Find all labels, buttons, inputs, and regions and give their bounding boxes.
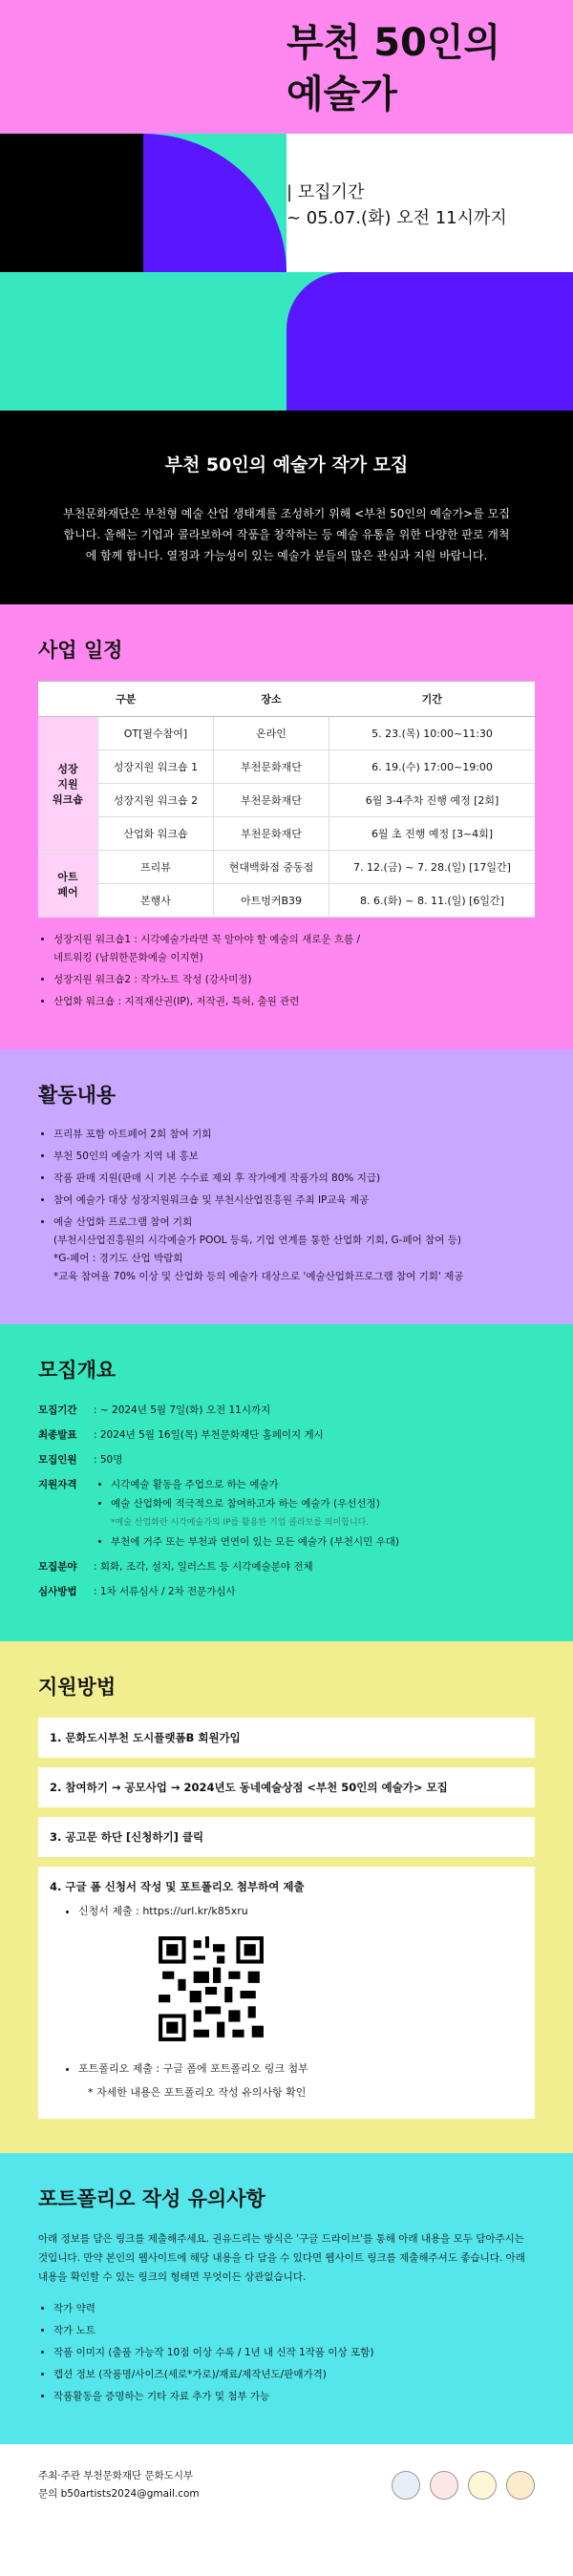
cell: 온라인 bbox=[213, 717, 329, 750]
header-place: 장소 bbox=[213, 682, 329, 717]
table-row bbox=[38, 884, 535, 918]
list-item: • 예술 산업화 프로그램 참여 기회 (부천시산업진흥원의 시각예술가 POOL 등록, 기업 연계를 통한 산업화 기회, G-페어 참여 등) *G-페어 : 경기도 산업 박람회 *교육 참여율 70% 이상 및 산업화 등의 예술가 대상으로 '예술산업화프로그램 참여 기회' 제공 bbox=[53, 1214, 535, 1286]
ministry-logo-icon bbox=[392, 2471, 420, 2500]
cell: 6월 초 진행 예정 [3~4회] bbox=[329, 817, 535, 851]
foundation-logo-icon bbox=[430, 2471, 458, 2500]
intro-body: 부천문화재단은 부천형 예술 산업 생태계를 조성하기 위해 <부천 50인의 예술가>를 모집합니다. 올해는 기업과 콜라보하여 작품을 창작하는 등 예술 유통을 위한 다양한 판로 개척에 함께 합니다. 열정과 가능성이 있는 예술가 분들의 많은 관심과 지원 바랍니다. bbox=[63, 507, 510, 562]
table-row bbox=[38, 817, 535, 851]
cell: 성장지원 워크숍 1 bbox=[98, 750, 214, 784]
overview-row: 모집분야 : 회화, 조각, 설치, 일러스트 등 시각예술분야 전체 bbox=[38, 1561, 313, 1573]
portfolio-section bbox=[0, 2153, 573, 2444]
table-row bbox=[38, 851, 535, 884]
overview-row: 모집인원 : 50명 bbox=[38, 1454, 123, 1466]
list-item: • 성장지원 워크숍1 : 시각예술가라면 꼭 알아야 할 예술의 새로운 흐름 / 네트워킹 (남위한문화예술 이지현) bbox=[53, 931, 535, 967]
cell: 현대백화점 중동점 bbox=[213, 851, 329, 884]
cell: 8. 6.(화) ~ 8. 11.(일) [6일간] bbox=[329, 884, 535, 918]
list-item: • 캡션 정보 (작품명/사이즈(세로*가로)/재료/제작년도/판매가격) bbox=[53, 2366, 535, 2384]
black-block bbox=[0, 134, 143, 272]
overview-title: 모집개요 bbox=[38, 1359, 117, 1382]
overview-row: 심사방법 : 1차 서류심사 / 2차 전문가심사 bbox=[38, 1586, 236, 1597]
list-item: • 시각예술 활동을 주업으로 하는 예술가 bbox=[111, 1475, 535, 1494]
cell: 6월 3-4주차 진행 예정 [2회] bbox=[329, 784, 535, 817]
apply-step-2: 2. 참여하기 → 공모사업 → 2024년도 동네예술상점 <부천 50인의 예술가> 모집 bbox=[38, 1767, 535, 1807]
footer-contact[interactable]: 문의 b50artists2024@gmail.com bbox=[38, 2488, 200, 2500]
list-item: • 작품 이미지 (출품 가능작 10점 이상 수록 / 1년 내 신작 1작품 이상 포함) bbox=[53, 2344, 535, 2362]
intro-heading: 부천 50인의 예술가 작가 모집 bbox=[164, 454, 409, 475]
form-link[interactable]: • 신청서 제출 : https://url.kr/k85xru bbox=[78, 1902, 523, 1921]
header-category: 구분 bbox=[38, 682, 213, 717]
schedule-title: 사업 일정 bbox=[38, 639, 123, 662]
apply-detail-note: * 자세한 내용은 포트폴리오 작성 유의사항 확인 bbox=[88, 2086, 307, 2099]
apply-section bbox=[0, 1641, 573, 2153]
apply-step-3: 3. 공고문 하단 [신청하기] 클릭 bbox=[38, 1817, 535, 1857]
table-row bbox=[38, 750, 535, 784]
list-item: • 작가 약력 bbox=[53, 2300, 535, 2318]
footer-host: 주최·주관 부천문화재단 문화도시부 bbox=[38, 2470, 194, 2481]
overview-row: 최종발표 : 2024년 5월 16일(목) 부천문화재단 홈페이지 게시 bbox=[38, 1429, 324, 1441]
cell: OT[필수참여] bbox=[98, 717, 214, 750]
activities-title: 활동내용 bbox=[38, 1084, 117, 1107]
group-artfair: 아트 페어 bbox=[38, 851, 98, 918]
hero-title: 부천 50인의 예술가 bbox=[286, 21, 501, 116]
cell: 산업화 워크숍 bbox=[98, 817, 214, 851]
activities-list bbox=[38, 1126, 535, 1286]
list-item: • 예술 산업화에 적극적으로 참여하고자 하는 예술가 (우선선정) *예술 산업화란 시각예술가의 IP를 활용한 기업 콜라보를 의미합니다. bbox=[111, 1494, 535, 1532]
period-label: | 모집기간 bbox=[286, 182, 365, 202]
intro-section bbox=[0, 411, 573, 604]
city-logo-icon bbox=[468, 2471, 497, 2500]
cell: 6. 19.(수) 17:00~19:00 bbox=[329, 750, 535, 784]
apply-step-1: 1. 문화도시부천 도시플랫폼B 회원가입 bbox=[38, 1718, 535, 1758]
overview-section bbox=[0, 1324, 573, 1641]
schedule-section bbox=[0, 604, 573, 1049]
activities-section bbox=[0, 1049, 573, 1324]
apply-step-4 bbox=[38, 1867, 535, 2119]
cell: 부천문화재단 bbox=[213, 784, 329, 817]
table-header-row bbox=[38, 682, 535, 717]
list-item: • 성장지원 워크숍2 : 작가노트 작성 (강사미정) bbox=[53, 971, 535, 989]
list-item: • 작품활동을 증명하는 기타 자료 추가 및 첨부 가능 bbox=[53, 2388, 535, 2406]
pink-lower bbox=[0, 272, 143, 411]
cell: 아트벙커B39 bbox=[213, 884, 329, 918]
list-item: • 산업화 워크숍 : 지적재산권(IP), 저작권, 특허, 출원 관련 bbox=[53, 993, 535, 1011]
pink-block bbox=[0, 0, 286, 134]
schedule-notes bbox=[38, 931, 535, 1011]
cell: 부천문화재단 bbox=[213, 817, 329, 851]
portfolio-list bbox=[38, 2300, 535, 2406]
portfolio-paragraph: 아래 정보를 담은 링크를 제출해주세요. 권유드리는 방식은 '구글 드라이브'를 통해 아래 내용을 모두 담아주시는 것입니다. 만약 본인의 웹사이트에 해당 내용을 다 담을 수 있다면 웹사이트 링크를 제출해주셔도 좋습니다. 아래 내용을 확인할 수 있는 링크의 형태면 무엇이든 상관없습니다. bbox=[38, 2233, 525, 2283]
footer bbox=[0, 2444, 573, 2526]
list-item: • 참여 예술가 대상 성장지원워크숍 및 부천시산업진흥원 주최 IP교육 제공 bbox=[53, 1192, 535, 1210]
period-value: ~ 05.07.(화) 오전 11시까지 bbox=[286, 208, 507, 228]
cell: 본행사 bbox=[98, 884, 214, 918]
hero-period bbox=[286, 179, 507, 231]
overview-row: 모집기간 : ~ 2024년 5월 7일(화) 오전 11시까지 bbox=[38, 1404, 271, 1416]
hero-banner bbox=[0, 0, 573, 411]
list-item: • 프리뷰 포함 아트페어 2회 참여 기회 bbox=[53, 1126, 535, 1144]
qr-code-icon[interactable] bbox=[155, 1932, 267, 2045]
cell: 부천문화재단 bbox=[213, 750, 329, 784]
cell: 성장지원 워크숍 2 bbox=[98, 784, 214, 817]
schedule-table bbox=[38, 681, 535, 918]
group-workshop: 성장 지원 워크숍 bbox=[38, 717, 98, 851]
table-row bbox=[38, 717, 535, 750]
list-item: • 작가 노트 bbox=[53, 2322, 535, 2340]
purple-lower bbox=[286, 272, 573, 411]
cell: 5. 23.(목) 10:00~11:30 bbox=[329, 717, 535, 750]
header-period: 기간 bbox=[329, 682, 535, 717]
mascot-logo-icon bbox=[506, 2471, 535, 2500]
list-item: • 작품 판매 지원(판매 시 기본 수수료 제외 후 작가에게 작품가의 80% 지급) bbox=[53, 1170, 535, 1188]
overview-qualification: 지원자격 • 시각예술 활동을 주업으로 하는 예술가 • 예술 산업화에 적극적으로 참여하고자 하는 예술가 (우선선정) *예술 산업화란 시각예술가의 IP를 활용한 기업 콜라보를 의미합니다. • 부천에 거주 또는 부천과 연연이 있는 모든 예술가 (부천시민 우대) bbox=[38, 1475, 535, 1552]
apply-title: 지원방법 bbox=[38, 1676, 117, 1699]
sponsor-logos bbox=[392, 2471, 535, 2500]
portfolio-submit: • 포트폴리오 제출 : 구글 폼에 포트폴리오 링크 첨부 bbox=[78, 2059, 523, 2079]
cell: 프리뷰 bbox=[98, 851, 214, 884]
list-item: • 부천에 거주 또는 부천과 연연이 있는 모든 예술가 (부천시민 우대) bbox=[111, 1532, 535, 1552]
list-item: • 부천 50인의 예술가 지역 내 홍보 bbox=[53, 1148, 535, 1166]
step4-title: 4. 구글 폼 신청서 작성 및 포트폴리오 첨부하여 제출 bbox=[50, 1880, 305, 1893]
portfolio-title: 포트폴리오 작성 유의사항 bbox=[38, 2187, 265, 2210]
table-row bbox=[38, 784, 535, 817]
cell: 7. 12.(금) ~ 7. 28.(일) [17일간] bbox=[329, 851, 535, 884]
